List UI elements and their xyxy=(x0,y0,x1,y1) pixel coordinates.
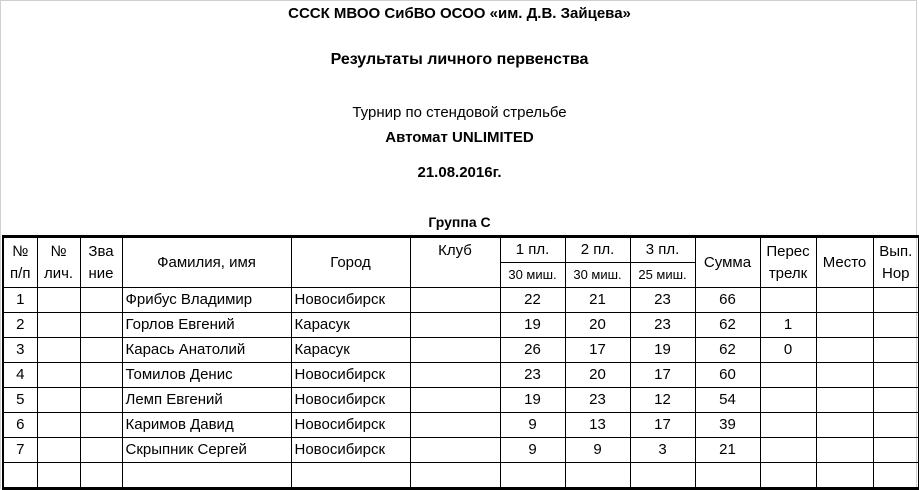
cell-round-2: 21 xyxy=(565,288,630,313)
cell-personal-num xyxy=(37,413,80,438)
cell-total: 60 xyxy=(695,363,760,388)
header-round-3: 3 пл. xyxy=(630,237,695,263)
cell-personal-num xyxy=(37,438,80,463)
cell-round-1: 9 xyxy=(500,413,565,438)
cell-city: Новосибирск xyxy=(291,413,410,438)
cell-norm xyxy=(873,413,919,438)
table-row-empty xyxy=(3,463,919,489)
cell-place xyxy=(816,338,873,363)
table-body xyxy=(3,288,919,489)
header-personal-num: № лич. xyxy=(37,237,80,288)
event-name: Автомат UNLIMITED xyxy=(385,129,534,146)
tournament-name: Турнир по стендовой стрельбе xyxy=(352,104,567,121)
cell-rank xyxy=(80,363,122,388)
cell-shootoff: 0 xyxy=(760,338,816,363)
cell-norm xyxy=(873,288,919,313)
cell-total: 62 xyxy=(695,313,760,338)
cell-num: 3 xyxy=(3,338,37,363)
cell-rank xyxy=(80,338,122,363)
cell-round-3: 17 xyxy=(630,413,695,438)
header-round-2: 2 пл. xyxy=(565,237,630,263)
header-total: Сумма xyxy=(695,237,760,288)
cell-round-1: 19 xyxy=(500,313,565,338)
cell-rank xyxy=(80,438,122,463)
cell-empty xyxy=(3,463,37,489)
table-row xyxy=(3,338,919,363)
cell-name: Каримов Давид xyxy=(122,413,291,438)
cell-place xyxy=(816,363,873,388)
cell-norm xyxy=(873,338,919,363)
cell-round-2: 13 xyxy=(565,413,630,438)
header-num: № п/п xyxy=(3,237,37,288)
cell-empty xyxy=(291,463,410,489)
cell-city: Новосибирск xyxy=(291,388,410,413)
cell-shootoff: 1 xyxy=(760,313,816,338)
cell-empty xyxy=(410,463,500,489)
cell-empty xyxy=(816,463,873,489)
cell-round-1: 9 xyxy=(500,438,565,463)
cell-empty xyxy=(122,463,291,489)
cell-name: Томилов Денис xyxy=(122,363,291,388)
cell-empty xyxy=(695,463,760,489)
cell-personal-num xyxy=(37,388,80,413)
cell-club xyxy=(410,338,500,363)
group-label: Группа С xyxy=(428,214,491,230)
header-round-3-targets: 25 миш. xyxy=(630,263,695,288)
cell-round-3: 17 xyxy=(630,363,695,388)
cell-personal-num xyxy=(37,363,80,388)
table-row xyxy=(3,363,919,388)
cell-shootoff xyxy=(760,388,816,413)
cell-round-3: 12 xyxy=(630,388,695,413)
cell-city: Новосибирск xyxy=(291,363,410,388)
cell-shootoff xyxy=(760,438,816,463)
cell-place xyxy=(816,313,873,338)
header-round-1: 1 пл. xyxy=(500,237,565,263)
cell-club xyxy=(410,288,500,313)
cell-shootoff xyxy=(760,288,816,313)
cell-num: 5 xyxy=(3,388,37,413)
cell-name: Фрибус Владимир xyxy=(122,288,291,313)
cell-round-2: 9 xyxy=(565,438,630,463)
cell-city: Карасук xyxy=(291,338,410,363)
document-title: Результаты личного первенства xyxy=(330,51,589,68)
cell-round-3: 3 xyxy=(630,438,695,463)
cell-round-1: 23 xyxy=(500,363,565,388)
cell-norm xyxy=(873,313,919,338)
cell-name: Скрыпник Сергей xyxy=(122,438,291,463)
header-city: Город xyxy=(291,237,410,288)
cell-place xyxy=(816,413,873,438)
cell-club xyxy=(410,438,500,463)
header-rank: Зва ние xyxy=(80,237,122,288)
cell-city: Карасук xyxy=(291,313,410,338)
cell-club xyxy=(410,413,500,438)
organization-name: СССК МВОО СибВО ОСОО «им. Д.В. Зайцева» xyxy=(288,5,631,22)
cell-round-1: 19 xyxy=(500,388,565,413)
results-table xyxy=(2,235,919,490)
cell-rank xyxy=(80,388,122,413)
event-date: 21.08.2016г. xyxy=(417,164,502,181)
cell-round-2: 20 xyxy=(565,313,630,338)
table-row xyxy=(3,413,919,438)
cell-name: Лемп Евгений xyxy=(122,388,291,413)
cell-personal-num xyxy=(37,338,80,363)
cell-norm xyxy=(873,363,919,388)
table-row xyxy=(3,313,919,338)
cell-round-2: 23 xyxy=(565,388,630,413)
cell-club xyxy=(410,313,500,338)
header-norm: Вып. Нор xyxy=(873,237,919,288)
header-place: Место xyxy=(816,237,873,288)
cell-name: Карась Анатолий xyxy=(122,338,291,363)
table-header xyxy=(3,237,919,288)
cell-rank xyxy=(80,288,122,313)
cell-total: 21 xyxy=(695,438,760,463)
cell-round-2: 20 xyxy=(565,363,630,388)
cell-total: 39 xyxy=(695,413,760,438)
cell-empty xyxy=(80,463,122,489)
cell-empty xyxy=(760,463,816,489)
cell-round-3: 23 xyxy=(630,313,695,338)
cell-num: 4 xyxy=(3,363,37,388)
cell-personal-num xyxy=(37,288,80,313)
cell-rank xyxy=(80,313,122,338)
cell-num: 7 xyxy=(3,438,37,463)
cell-place xyxy=(816,388,873,413)
cell-empty xyxy=(630,463,695,489)
cell-club xyxy=(410,363,500,388)
cell-empty xyxy=(873,463,919,489)
cell-norm xyxy=(873,438,919,463)
table-row xyxy=(3,388,919,413)
cell-shootoff xyxy=(760,413,816,438)
cell-shootoff xyxy=(760,363,816,388)
table-row xyxy=(3,288,919,313)
cell-num: 6 xyxy=(3,413,37,438)
header-name: Фамилия, имя xyxy=(122,237,291,288)
cell-empty xyxy=(500,463,565,489)
cell-norm xyxy=(873,388,919,413)
cell-round-1: 26 xyxy=(500,338,565,363)
cell-round-3: 23 xyxy=(630,288,695,313)
cell-city: Новосибирск xyxy=(291,288,410,313)
cell-total: 62 xyxy=(695,338,760,363)
cell-total: 66 xyxy=(695,288,760,313)
cell-personal-num xyxy=(37,313,80,338)
cell-club xyxy=(410,388,500,413)
header-club: Клуб xyxy=(410,237,500,288)
cell-round-2: 17 xyxy=(565,338,630,363)
cell-city: Новосибирск xyxy=(291,438,410,463)
cell-num: 2 xyxy=(3,313,37,338)
cell-round-1: 22 xyxy=(500,288,565,313)
header-round-1-targets: 30 миш. xyxy=(500,263,565,288)
cell-name: Горлов Евгений xyxy=(122,313,291,338)
cell-num: 1 xyxy=(3,288,37,313)
cell-round-3: 19 xyxy=(630,338,695,363)
cell-empty xyxy=(565,463,630,489)
table-row xyxy=(3,438,919,463)
cell-place xyxy=(816,438,873,463)
cell-total: 54 xyxy=(695,388,760,413)
cell-place xyxy=(816,288,873,313)
header-round-2-targets: 30 миш. xyxy=(565,263,630,288)
cell-rank xyxy=(80,413,122,438)
cell-empty xyxy=(37,463,80,489)
header-shootoff: Перес трелк xyxy=(760,237,816,288)
